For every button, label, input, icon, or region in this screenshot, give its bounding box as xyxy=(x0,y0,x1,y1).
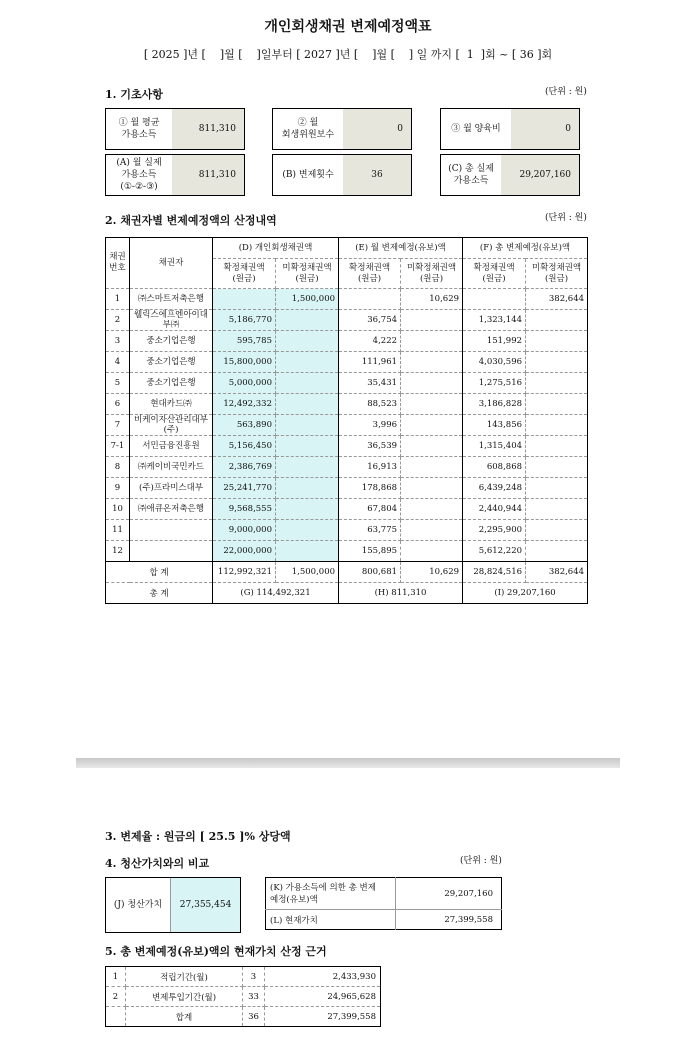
creditor-name: ㈜스마트저축은행 xyxy=(130,289,213,310)
creditor-e2 xyxy=(401,541,463,562)
creditor-d2 xyxy=(276,310,339,331)
creditor-no: 9 xyxy=(106,478,130,499)
creditor-name: 현대카드㈜ xyxy=(130,394,213,415)
creditor-d1: 595,785 xyxy=(213,331,276,352)
creditor-e2 xyxy=(401,520,463,541)
creditor-f2 xyxy=(526,415,588,436)
page-title: 개인회생채권 변제예정액표 xyxy=(264,19,432,35)
sum-row xyxy=(106,562,588,583)
section3-heading: 3. 변제율 : 원금의 [ 25.5 ]% 상당액 xyxy=(105,830,291,843)
creditor-f2 xyxy=(526,436,588,457)
creditor-row xyxy=(106,394,588,415)
creditor-f1: 2,440,944 xyxy=(463,499,526,520)
child-support-value: 0 xyxy=(511,109,579,149)
comparison-table xyxy=(265,877,502,930)
creditor-name: 중소기업은행 xyxy=(130,331,213,352)
repay-count-label: (B) 변제횟수 xyxy=(282,170,334,180)
creditor-row xyxy=(106,541,588,562)
creditor-e1: 111,961 xyxy=(339,352,401,373)
creditor-f1: 1,275,516 xyxy=(463,373,526,394)
total-income-box xyxy=(440,154,580,196)
sum-f2: 382,644 xyxy=(526,562,588,583)
creditor-e1: 35,431 xyxy=(339,373,401,394)
section5-heading: 5. 총 변제예정(유보)액의 현재가치 산정 근거 xyxy=(105,945,327,958)
committee-fee-value: 0 xyxy=(343,109,411,149)
creditor-row xyxy=(106,436,588,457)
monthly-income-label: ① 월 평균 가용소득 xyxy=(118,118,160,140)
pv-value: 2,433,930 xyxy=(265,967,381,987)
creditor-no: 3 xyxy=(106,331,130,352)
actual-income-label: (A) 월 실제 가용소득 (①-②-③) xyxy=(116,158,162,192)
creditor-d2 xyxy=(276,478,339,499)
creditor-f2 xyxy=(526,499,588,520)
section2-heading: 2. 채권자별 변제예정액의 산정내역 xyxy=(105,214,277,227)
creditor-f1: 151,992 xyxy=(463,331,526,352)
creditor-e2 xyxy=(401,457,463,478)
header-d-unconfirmed: 미확정채권액 (원금) xyxy=(276,259,339,289)
creditor-e2 xyxy=(401,415,463,436)
pv-value: 27,399,558 xyxy=(265,1007,381,1027)
creditor-name: 중소기업은행 xyxy=(130,352,213,373)
page-break-divider xyxy=(76,758,620,768)
creditor-e1: 67,804 xyxy=(339,499,401,520)
creditor-f2 xyxy=(526,541,588,562)
header-f-unconfirmed: 미확정채권액 (원금) xyxy=(526,259,588,289)
committee-fee-box xyxy=(272,108,412,150)
pv-months: 3 xyxy=(243,967,265,987)
creditor-f2 xyxy=(526,394,588,415)
present-value-table xyxy=(105,966,381,1027)
creditor-e2 xyxy=(401,310,463,331)
creditor-no: 6 xyxy=(106,394,130,415)
creditor-d1: 5,000,000 xyxy=(213,373,276,394)
l-value: 27,399,558 xyxy=(396,910,502,930)
creditor-d2 xyxy=(276,331,339,352)
creditor-d1: 25,241,770 xyxy=(213,478,276,499)
creditor-d2 xyxy=(276,499,339,520)
creditor-d1: 5,186,770 xyxy=(213,310,276,331)
creditor-row xyxy=(106,499,588,520)
creditor-d2 xyxy=(276,541,339,562)
creditor-f1: 1,315,404 xyxy=(463,436,526,457)
grand-h: (H) 811,310 xyxy=(339,583,463,604)
actual-income-value: 811,310 xyxy=(172,155,244,195)
creditor-e2 xyxy=(401,373,463,394)
header-d-confirmed: 확정채권액 (원금) xyxy=(213,259,276,289)
creditor-name: 비케이자산관리대부(주) xyxy=(130,415,213,436)
creditor-no: 5 xyxy=(106,373,130,394)
creditor-e1: 3,996 xyxy=(339,415,401,436)
creditor-e1: 88,523 xyxy=(339,394,401,415)
creditor-f2 xyxy=(526,352,588,373)
creditor-e1: 36,754 xyxy=(339,310,401,331)
l-label: (L) 현재가치 xyxy=(270,915,318,926)
sum-d2: 1,500,000 xyxy=(276,562,339,583)
creditor-e2 xyxy=(401,331,463,352)
creditor-row xyxy=(106,520,588,541)
creditor-d1: 563,890 xyxy=(213,415,276,436)
pv-months: 36 xyxy=(243,1007,265,1027)
sum-e2: 10,629 xyxy=(401,562,463,583)
creditor-d2 xyxy=(276,373,339,394)
creditor-d2 xyxy=(276,394,339,415)
sum-f1: 28,824,516 xyxy=(463,562,526,583)
creditor-f2 xyxy=(526,520,588,541)
repay-count-box xyxy=(272,154,412,196)
creditor-d1: 2,386,769 xyxy=(213,457,276,478)
creditor-d2 xyxy=(276,415,339,436)
header-no: 채권 번호 xyxy=(106,238,130,289)
total-income-value: 29,207,160 xyxy=(501,155,579,195)
pv-no: 1 xyxy=(106,967,126,987)
creditor-f2 xyxy=(526,373,588,394)
header-f: (F) 총 변제예정(유보)액 xyxy=(463,238,588,259)
creditor-no: 2 xyxy=(106,310,130,331)
section2-unit: (단위 : 원) xyxy=(545,213,587,223)
sum-label: 합 계 xyxy=(106,562,213,583)
creditor-f1: 5,612,220 xyxy=(463,541,526,562)
creditor-name xyxy=(130,541,213,562)
creditor-name: (주)프라미스대부 xyxy=(130,478,213,499)
header-d: (D) 개인회생채권액 xyxy=(213,238,339,259)
section1-unit: (단위 : 원) xyxy=(545,87,587,97)
creditor-f2 xyxy=(526,457,588,478)
sum-e1: 800,681 xyxy=(339,562,401,583)
sum-d1: 112,992,321 xyxy=(213,562,276,583)
creditor-d2 xyxy=(276,457,339,478)
creditor-f2 xyxy=(526,331,588,352)
creditor-row xyxy=(106,373,588,394)
creditor-e2: 10,629 xyxy=(401,289,463,310)
k-label: (K) 가용소득에 의한 총 변제 예정(유보)액 xyxy=(266,878,396,910)
pv-row xyxy=(106,987,381,1007)
pv-label: 합계 xyxy=(126,1007,243,1027)
creditor-e1: 155,895 xyxy=(339,541,401,562)
creditor-f1: 4,030,596 xyxy=(463,352,526,373)
creditor-e1: 36,539 xyxy=(339,436,401,457)
creditor-e2 xyxy=(401,352,463,373)
creditor-row xyxy=(106,415,588,436)
creditor-e2 xyxy=(401,394,463,415)
grand-i: (I) 29,207,160 xyxy=(463,583,588,604)
pv-value: 24,965,628 xyxy=(265,987,381,1007)
section4-unit: (단위 : 원) xyxy=(460,856,502,866)
pv-label: 변제투입기간(월) xyxy=(126,987,243,1007)
creditor-no: 10 xyxy=(106,499,130,520)
section4-heading: 4. 청산가치와의 비교 xyxy=(105,857,210,870)
creditor-e1 xyxy=(339,289,401,310)
creditor-name: 웰릭스에프엔아이대부㈜ xyxy=(130,310,213,331)
creditor-e1: 178,868 xyxy=(339,478,401,499)
pv-no: 2 xyxy=(106,987,126,1007)
creditor-no: 8 xyxy=(106,457,130,478)
creditor-d1: 12,492,332 xyxy=(213,394,276,415)
creditor-row xyxy=(106,331,588,352)
monthly-income-box xyxy=(105,108,245,150)
child-support-label: ③ 월 양육비 xyxy=(451,124,501,134)
creditor-f2: 382,644 xyxy=(526,289,588,310)
liquidation-value: 27,355,454 xyxy=(170,878,240,932)
creditor-d1: 5,156,450 xyxy=(213,436,276,457)
creditor-f2 xyxy=(526,478,588,499)
creditor-f1: 3,186,828 xyxy=(463,394,526,415)
creditor-e1: 63,775 xyxy=(339,520,401,541)
creditor-d2: 1,500,000 xyxy=(276,289,339,310)
monthly-income-value: 811,310 xyxy=(172,109,244,149)
committee-fee-label: ② 월 회생위원보수 xyxy=(281,118,335,140)
pv-row xyxy=(106,1007,381,1027)
creditor-e2 xyxy=(401,478,463,499)
creditor-no: 4 xyxy=(106,352,130,373)
liquidation-label: (J) 청산가치 xyxy=(113,900,163,910)
grand-total-row xyxy=(106,583,588,604)
creditor-row xyxy=(106,352,588,373)
creditor-f1: 2,295,900 xyxy=(463,520,526,541)
k-value: 29,207,160 xyxy=(396,878,502,910)
creditor-f1: 143,856 xyxy=(463,415,526,436)
creditor-e1: 16,913 xyxy=(339,457,401,478)
creditor-no: 7 xyxy=(106,415,130,436)
grand-g: (G) 114,492,321 xyxy=(213,583,339,604)
creditor-no: 1 xyxy=(106,289,130,310)
creditor-no: 7-1 xyxy=(106,436,130,457)
creditor-row xyxy=(106,457,588,478)
creditor-d1: 22,000,000 xyxy=(213,541,276,562)
creditor-row xyxy=(106,289,588,310)
actual-income-box xyxy=(105,154,245,196)
creditor-d2 xyxy=(276,436,339,457)
creditor-d1: 15,800,000 xyxy=(213,352,276,373)
creditor-no: 12 xyxy=(106,541,130,562)
pv-months: 33 xyxy=(243,987,265,1007)
grand-label: 총 계 xyxy=(106,583,213,604)
section1-heading: 1. 기초사항 xyxy=(105,88,163,101)
repayment-period: [ 2025 ]년 [ ]월 [ ]일부터 [ 2027 ]년 [ ]월 [ ] 일 까지 [ 1 ]회 ~ [ 36 ]회 xyxy=(143,48,553,61)
creditor-d2 xyxy=(276,352,339,373)
creditor-f1: 608,868 xyxy=(463,457,526,478)
creditor-d1: 9,568,555 xyxy=(213,499,276,520)
liquidation-box xyxy=(105,877,241,933)
header-f-confirmed: 확정채권액 (원금) xyxy=(463,259,526,289)
creditor-d1: 9,000,000 xyxy=(213,520,276,541)
creditor-d1 xyxy=(213,289,276,310)
pv-no xyxy=(106,1007,126,1027)
header-e-confirmed: 확정채권액 (원금) xyxy=(339,259,401,289)
creditor-name: 서민금융진흥원 xyxy=(130,436,213,457)
creditor-e2 xyxy=(401,499,463,520)
creditor-table xyxy=(105,237,588,604)
repay-count-value: 36 xyxy=(343,155,411,195)
creditor-f1 xyxy=(463,289,526,310)
creditor-name: ㈜애큐온저축은행 xyxy=(130,499,213,520)
creditor-name xyxy=(130,520,213,541)
creditor-row xyxy=(106,478,588,499)
creditor-f1: 1,323,144 xyxy=(463,310,526,331)
header-e-unconfirmed: 미확정채권액 (원금) xyxy=(401,259,463,289)
creditor-no: 11 xyxy=(106,520,130,541)
creditor-e1: 4,222 xyxy=(339,331,401,352)
creditor-name: ㈜케이비국민카드 xyxy=(130,457,213,478)
header-e: (E) 월 변제예정(유보)액 xyxy=(339,238,463,259)
header-creditor: 채권자 xyxy=(130,238,213,289)
creditor-f2 xyxy=(526,310,588,331)
creditor-row xyxy=(106,310,588,331)
pv-row xyxy=(106,967,381,987)
creditor-d2 xyxy=(276,520,339,541)
creditor-e2 xyxy=(401,436,463,457)
child-support-box xyxy=(440,108,580,150)
creditor-name: 중소기업은행 xyxy=(130,373,213,394)
pv-label: 적립기간(월) xyxy=(126,967,243,987)
total-income-label: (C) 총 실제 가용소득 xyxy=(448,164,494,186)
creditor-f1: 6,439,248 xyxy=(463,478,526,499)
